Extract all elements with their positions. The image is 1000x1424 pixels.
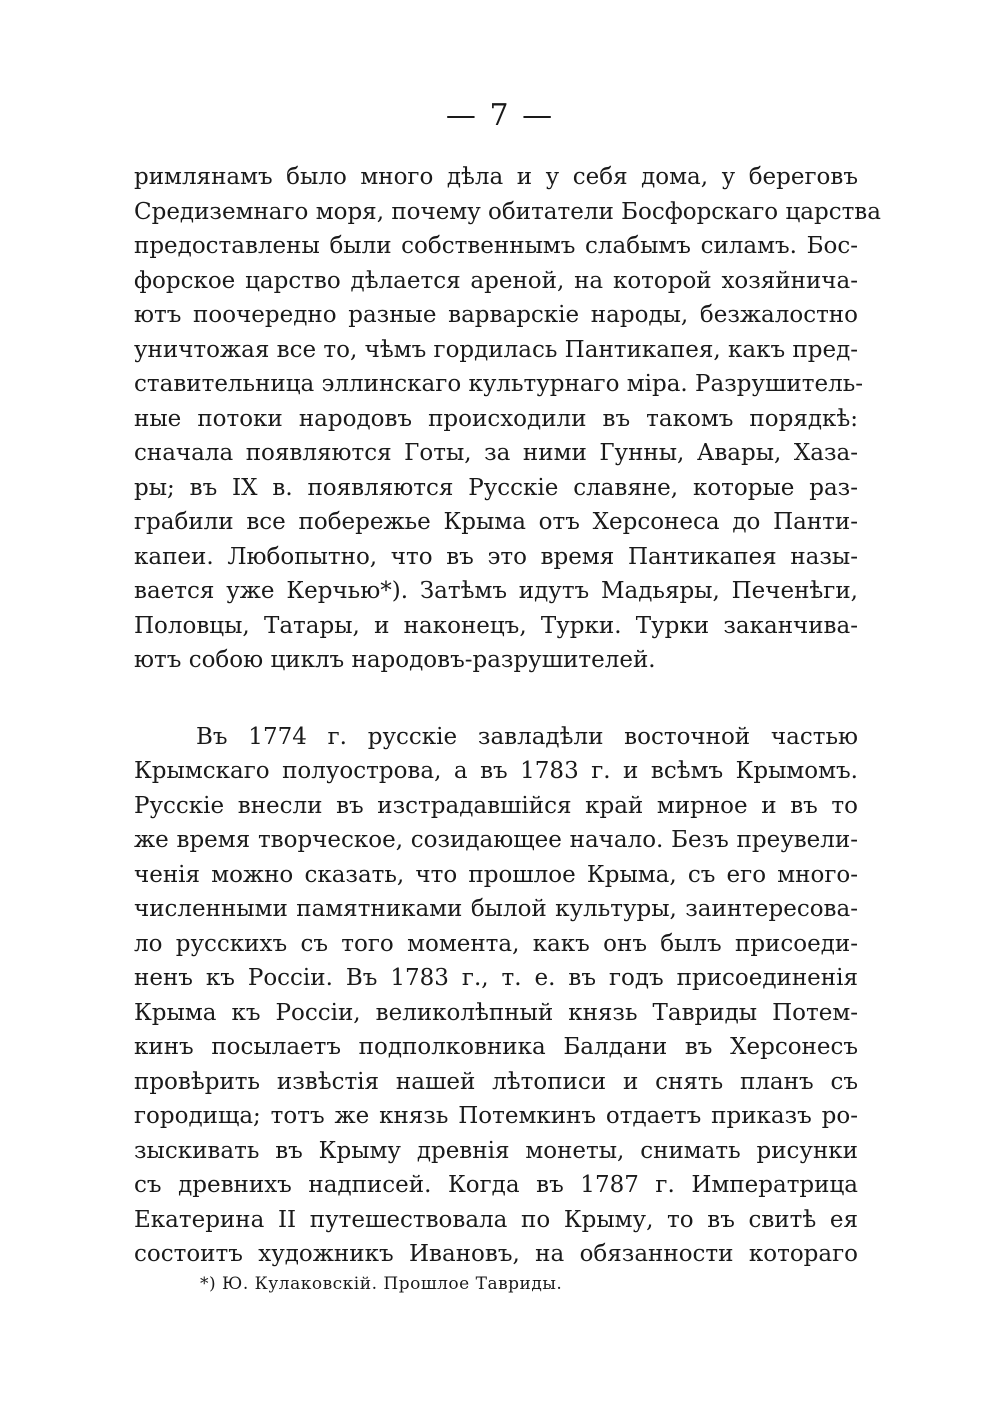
text-line: провѣрить извѣстія нашей лѣтописи и снять планъ съ [134, 1068, 858, 1095]
text-line: ненъ къ Россіи. Въ 1783 г., т. е. въ годъ присоединенія [134, 965, 858, 991]
text-line: ло русскихъ съ того момента, какъ онъ былъ присоеди- [134, 930, 858, 957]
paragraph [134, 720, 858, 1272]
text-line: Русскіе внесли въ изстрадавшійся край мирное и въ то [134, 792, 858, 819]
text-line: Половцы, Татары, и наконецъ, Турки. Турки заканчива- [134, 612, 858, 639]
text-line: ные потоки народовъ происходили въ такомъ порядкѣ: [134, 405, 858, 432]
paragraph [134, 160, 881, 678]
text-line: ры; въ IX в. появляются Русскіе славяне, которые раз- [134, 474, 858, 501]
text-line: зыскивать въ Крыму древнія монеты, снимать рисунки [134, 1137, 858, 1164]
text-line: Въ 1774 г. русскіе завладѣли восточной частью [196, 723, 858, 750]
text-line: ченія можно сказать, что прошлое Крыма, съ его много- [134, 861, 858, 888]
text-line: грабили все побережье Крыма отъ Херсонеса до Панти- [134, 509, 858, 535]
text-line: вается уже Керчью*). Затѣмъ идутъ Мадьяры, Печенѣги, [134, 578, 858, 604]
text-line: сначала появляются Готы, за ними Гунны, Авары, Хаза- [134, 440, 858, 466]
body-text [134, 160, 881, 1272]
text-line: Крымскаго полуострова, а въ 1783 г. и всѣмъ Крымомъ. [134, 758, 858, 784]
text-line: Средиземнаго моря, почему обитатели Босфорскаго царства [134, 198, 881, 225]
footnote: *) Ю. Кулаковскій. Прошлое Тавриды. [200, 1274, 563, 1294]
text-line: ютъ поочередно разные варварскіе народы, безжалостно [134, 302, 858, 328]
text-line: Крыма къ Россіи, великолѣпный князь Тавриды Потем- [134, 999, 858, 1026]
text-line: кинъ посылаетъ подполковника Балдани въ Херсонесъ [134, 1034, 858, 1060]
text-line: численными памятниками былой культуры, заинтересова- [134, 896, 858, 922]
paragraph-gap [134, 678, 858, 720]
page-number: — 7 — [445, 98, 555, 133]
text-line: римлянамъ было много дѣла и у себя дома, у береговъ [134, 164, 858, 190]
text-line: ставительница эллинскаго культурнаго міра. Разрушитель- [134, 371, 863, 397]
text-line: городища; тотъ же князь Потемкинъ отдаетъ приказъ ро- [134, 1103, 858, 1129]
text-line: съ древнихъ надписей. Когда въ 1787 г. Императрица [134, 1172, 858, 1198]
text-line: предоставлены были собственнымъ слабымъ силамъ. Бос- [134, 233, 858, 259]
text-line: состоитъ художникъ Ивановъ, на обязанности котораго [134, 1241, 858, 1267]
text-line: же время творческое, созидающее начало. Безъ преувели- [134, 827, 858, 853]
text-line: Екатерина II путешествовала по Крыму, то въ свитѣ ея [134, 1206, 858, 1233]
text-line: форское царство дѣлается ареной, на которой хозяйнича- [134, 267, 858, 294]
text-line: ютъ собою циклъ народовъ-разрушителей. [134, 647, 656, 673]
text-line: уничтожая все то, чѣмъ гордилась Пантикапея, какъ пред- [134, 336, 858, 363]
text-line: капеи. Любопытно, что въ это время Пантикапея назы- [134, 543, 858, 570]
